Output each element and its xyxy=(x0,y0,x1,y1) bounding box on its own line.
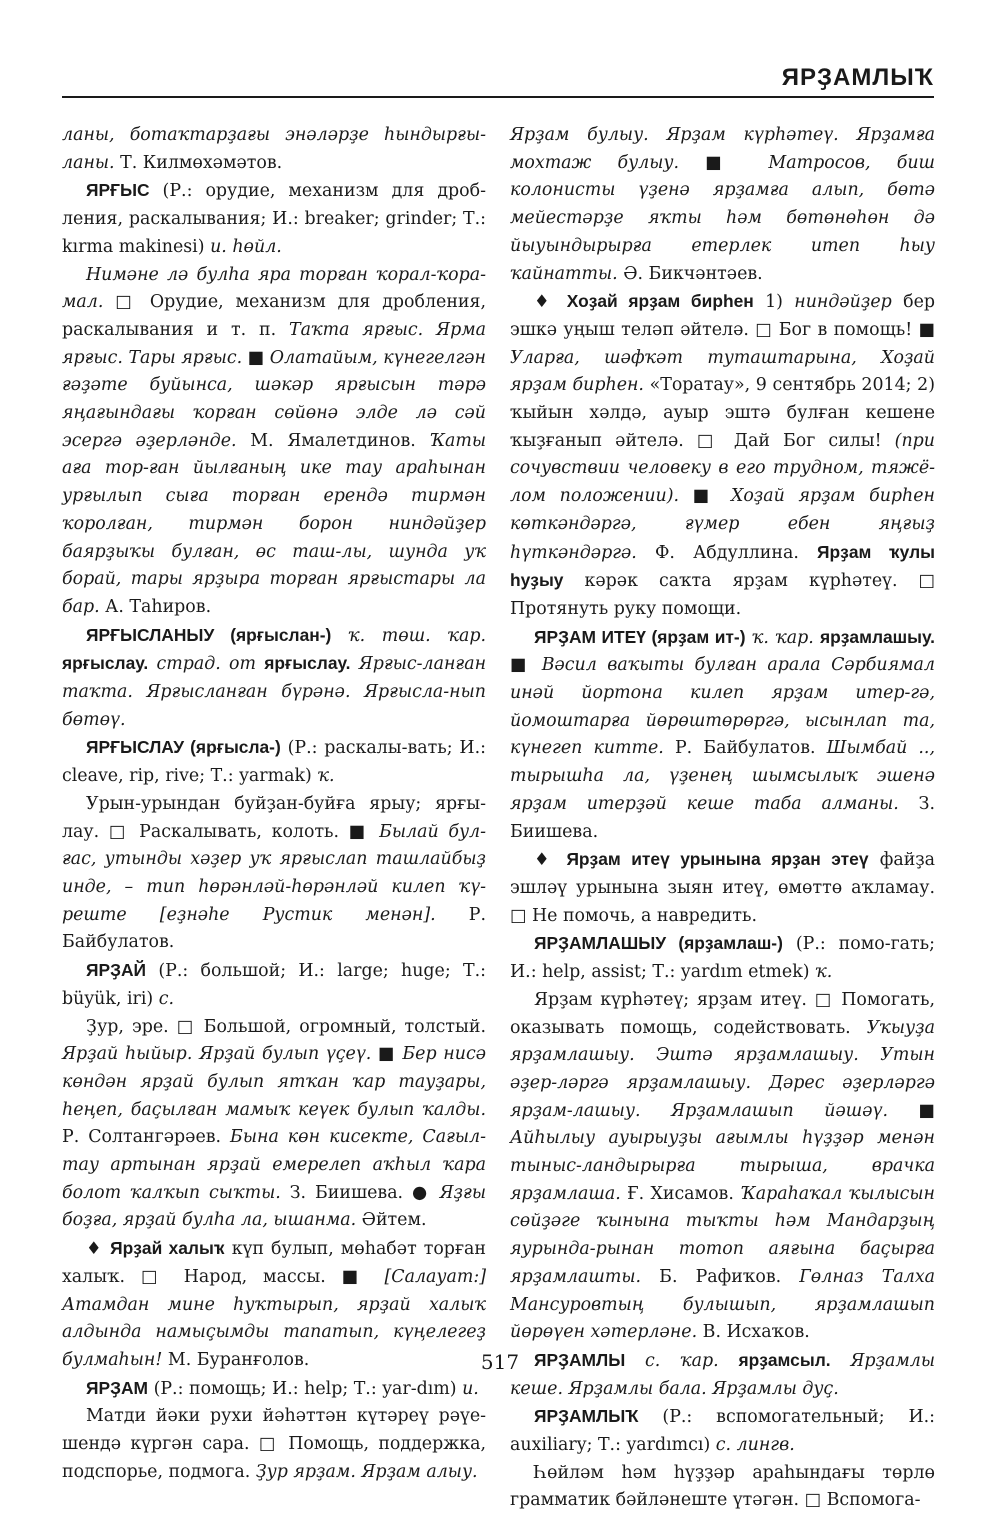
page-number: 517 xyxy=(480,1350,520,1374)
running-header xyxy=(62,58,934,98)
left-entry: ЯРҒЫСЛАУ (ярғысла-) (Р.: раскалы-вать; И.: cleave, rip, rive; Т.: yarmak) ҡ. xyxy=(62,737,486,787)
left-entry: ♦ Ярҙай халыҡ күп булып, мөһабәт торған халыҡ. □ Народ, массы. ■ [Салауат:] Атамдан мине һуҡтырып, ярҙай халыҡ алдында намыҫымды тапатып, күңелегеҙ булмаһын! М. Буранғолов. xyxy=(62,1238,487,1370)
left-entry: Матди йәки рухи йәһәттән күтәреү рәүе-шендә күргән сара. □ Помощь, поддержка, подспорье, подмога. Ҙур ярҙам. Ярҙам алыу. xyxy=(62,1406,486,1482)
right-entry: ♦ Ярҙам итеү урынына ярҙан этеү файҙа эшләү урынына зыян итеү, өмөттө аҡламау. □ Не помочь, а навредить. xyxy=(510,849,935,926)
left-entry: ланы, ботаҡтарҙағы энәләрҙе һындырғы-ланы. Т. Килмөхәмәтов. xyxy=(62,125,486,173)
left-entry: ЯРҘАМ (Р.: помощь; И.: help; Т.: yar-dım) и. xyxy=(86,1377,479,1399)
left-entry: Урын-урындан буйҙан-буйға ярыу; ярғы-лау. □ Раскалывать, колоть. ■ Былай бул-ғас, утынды хәҙер уҡ ярғыслап ташлайбыҙ инде, – тип һөрәнләй-һөрәнләй килеп ҡү-реште [еҙнәһе Рустик менән]. Р. Байбулатов. xyxy=(62,793,486,953)
left-entry: ЯРҒЫС (Р.: орудие, механизм для дроб-ления, раскалывания; И.: breaker; grinder; Т.: kırma makinesi) и. һөйл. xyxy=(62,180,486,257)
left-entry: Нимәне лә булһа яра торған ҡорал-ҡора-мал. □ Орудие, механизм для дробления, раскалывания и т. п. Таҡта ярғыс. Ярма ярғыс. Тары ярғыс. ■ Олатайым, күнегелгән ғәҙәте буйынса, шәкәр ярғысын тәрә яңағындағы ҡорған сөйөнә элде лә сәй эсергә әҙерләнде. М. Ямалетдинов. Ҡаты аға тор-ған йылғаның ике тау араһынан урғылып сыға торған ерендә тирмән ҡоролған, тирмән борон ниндәйҙер баярҙыҡы булған, өс таш-лы, шунда уҡ борай, тары ярҙыра торған ярғыстары ла бар. А. Таһиров. xyxy=(62,264,487,617)
left-entry: ЯРҘАЙ (Р.: большой; И.: large; huge; Т.: büyük, iri) с. xyxy=(62,960,486,1009)
right-entry: Һөйләм һәм һүҙҙәр араһындағы төрлө грамматик бәйләнеште үтәгән. □ Вспомога- xyxy=(510,1462,935,1511)
right-entry: ♦ Хоҙай ярҙам бирһен 1) ниндәйҙер бер эшкә уңыш теләп әйтелә. □ Бог в помощь! ■ Уларға, шәфҡәт туташтарына, Хоҙай ярҙам бирһен. «Торатау», 9 сентябрь 2014; 2) ҡыйын хәлдә, ауыр эштә булған кешене ҡыҙғанып әйтелә. □ Дай Бог силы! (при сочувствии человеку в его трудном, тяжё-лом положении). ■ Хоҙай ярҙам бирһен көткәндәргә, ғүмер ебен яңғыҙ һүткәндәргә. Ф. Абдуллина. Ярҙам ҡулы һуҙыу кәрәк саҡта ярҙам күрһәтеү. □ Протянуть руку помощи. xyxy=(510,291,935,619)
left-entry: Ҙур, эре. □ Большой, огромный, толстый. Ярҙай һыйыр. Ярҙай булып үҫеү. ■ Бер нисә көндән ярҙай булып ятҡан ҡар тауҙары, һеңеп, баҫылған мамыҡ кеүек булып ҡалды. Р. Солтангәрәев. Бына көн кисекте, Сағыл-тау артынан ярҙай емерелеп аҡһыл ҡара болот ҡалҡып сыҡты. З. Биишева. ● Яҙғы боҙға, ярҙай булһа ла, ышанма. Әйтем. xyxy=(62,1016,486,1231)
right-entry: ЯРҘАМЛЫҠ (Р.: вспомогательный; И.: auxiliary; Т.: yardımcı) с. лингв. xyxy=(510,1406,935,1456)
right-entry: Ярҙам күрһәтеү; ярҙам итеү. □ Помогать, оказывать помощь, содействовать. Уҡыуҙа ярҙамлашыу. Эштә ярҙамлашыу. Утын әҙер-ләргә ярҙамлашыу. Дәрес әҙерләргә ярҙам-лашыу. Ярҙамлашып йәшәү. ■ Айһылыу ауырыуҙы ағымлы һүҙҙәр менән тыныс-ландырырға тырыша, врачка ярҙамлаша. Ғ. Хисамов. Ҡараһаҡал ҡылысын сөйҙәге ҡынына тыҡты һәм Мандарҙың яурында-рынан тотоп аяғына баҫырға ярҙамлашты. Б. Рафиҡов. Гөлназ Талха Мансуровтың булышып, ярҙамлашып йөрөүен хәтерләне. В. Исхаҡов. xyxy=(510,989,935,1343)
running-head-word: ЯРҘАМЛЫҠ xyxy=(781,64,934,91)
right-entry: ЯРҘАМ ИТЕҮ (ярҙам ит-) ҡ. ҡар. ярҙамлашыу. ■ Вәсил ваҡыты булған арала Сәрбиямал инәй йортона килеп ярҙам итер-гә, йомоштарға йөрөштөрөргә, ысынлап та, күнегеп китте. Р. Байбулатов. Шымбай .., тырышһа ла, үҙенең шымсылыҡ эшенә ярҙам итерҙәй кеше таба алманы. З. Биишева. xyxy=(510,626,935,842)
left-entry: ЯРҒЫСЛАНЫУ (ярғыслан-) ҡ. төш. ҡар. ярғыслау. страд. от ярғыслау. Ярғыс-ланған таҡта. Ярғысланған бүрәнә. Ярғысла-нып бөтөү. xyxy=(62,624,487,730)
right-entry: ЯРҘАМЛАШЫУ (ярҙамлаш-) (Р.: помо-гать; И.: help, assist; Т.: yardım etmek) ҡ. xyxy=(510,933,935,983)
left-column xyxy=(62,122,486,1486)
right-column xyxy=(510,122,935,1515)
right-entry: Ярҙам булыу. Ярҙам күрһәтеү. Ярҙамға мохтаж булыу. ■ Матросов, биш колонисты үҙенә ярҙамға алып, бөтә мейестәрҙе яҡты һәм бөтөнөһөн дә йыуындырырға етерлек итеп һыу ҡайнатты. Ә. Бикчәнтәев. xyxy=(510,125,935,284)
right-entry: ЯРҘАМЛЫ с. ҡар. ярҙамсыл. Ярҙамлы кеше. Ярҙамлы бала. Ярҙамлы дуҫ. xyxy=(510,1349,936,1399)
